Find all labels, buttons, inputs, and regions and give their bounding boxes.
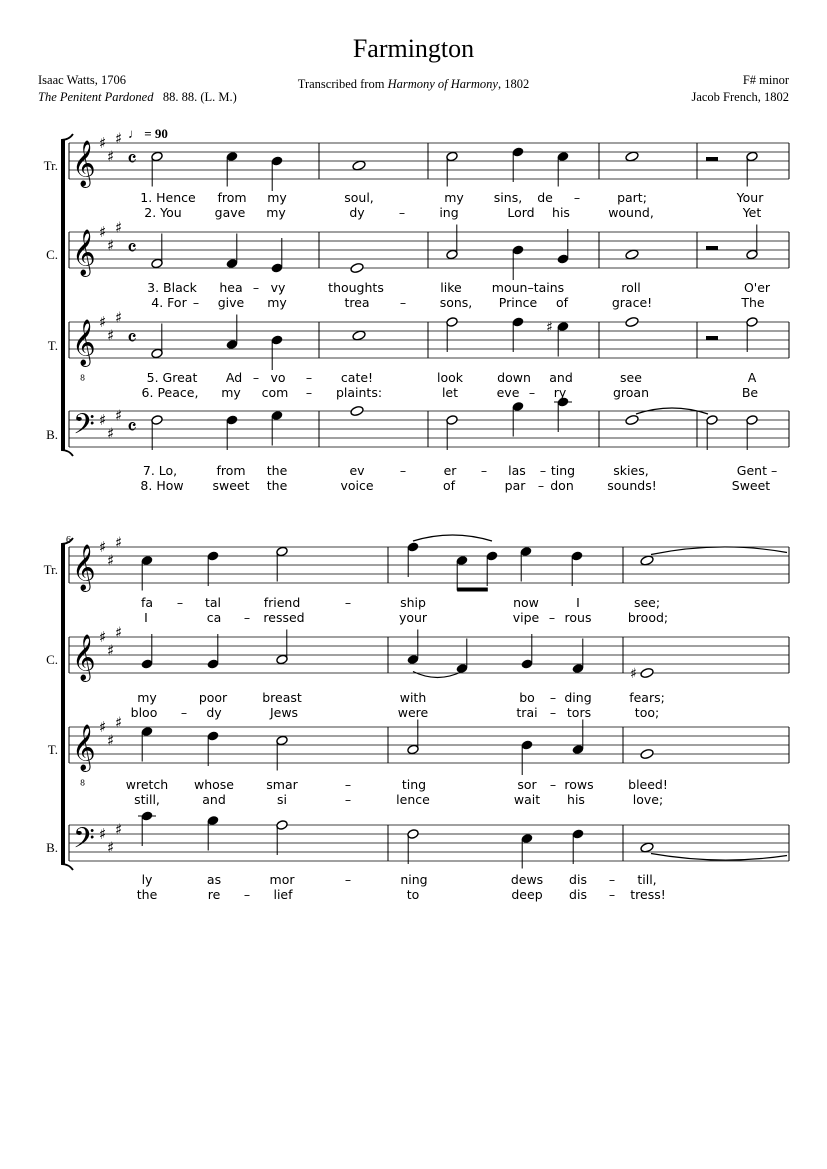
lyric: sweet [212,478,250,493]
lyric: of [442,478,456,493]
sharp-icon: ♯ [107,147,115,166]
lyric: ning [400,872,428,887]
lyric: hea [219,280,243,295]
source-suffix: , 1802 [497,77,530,91]
lyric: the [266,478,288,493]
lyric: love; [632,792,664,807]
lyric: sor [517,777,537,792]
lyric: brood; [627,610,669,625]
tie [413,535,492,541]
lyric: skies, [613,463,649,478]
note-head [640,555,654,566]
tie [413,672,462,678]
lyric: ev [349,463,365,478]
lyric: re [207,887,221,902]
lyric: were [397,705,429,720]
lyric: las [508,463,526,478]
note-head [640,667,654,678]
note-head [640,748,654,759]
lyric: – [243,610,251,625]
lyric: A [747,370,757,385]
lyric: poor [198,690,228,705]
lyric: Prince [498,295,538,310]
lyric: sounds! [607,478,657,493]
lyric: 7. Lo, [142,463,178,478]
bracket-end [61,538,73,544]
tempo-value: = 90 [144,126,168,141]
bracket-end [61,134,73,140]
lyric: look [436,370,464,385]
lyric: – [549,690,557,705]
lyric: from [217,190,247,205]
sharp-icon: ♯ [107,641,115,660]
lyric: as [206,872,222,887]
sharp-icon: ♯ [115,308,123,327]
lyric: still, [134,792,160,807]
lyric: dy [206,705,222,720]
lyric: the [136,887,158,902]
lyric: bo [519,690,535,705]
staff-label-treble-2: Tr. [43,562,58,577]
lyric: tal [204,595,222,610]
lyric: breast [262,690,302,705]
treble-clef-icon: 𝄞 [72,724,96,771]
lyric: ding [564,690,592,705]
lyric: de [537,190,553,205]
lyric: tress! [630,887,666,902]
note-head [625,249,639,260]
lyric: The [741,295,765,310]
lyric: – [548,610,556,625]
composer-credit: Jacob French, 1802 [691,90,789,104]
lyric: let [441,385,459,400]
lyric: dy [349,205,365,220]
lyric: – [573,190,581,205]
half-rest [706,246,718,250]
lyric: – [608,887,616,902]
bass-clef-icon: 𝄢 [73,407,95,448]
lyric: Sweet [731,478,771,493]
lyric: see [620,370,642,385]
tie [651,854,787,861]
lyric: tors [566,705,592,720]
sharp-icon: ♯ [99,134,107,152]
note-head [352,330,366,341]
lyric: give [217,295,245,310]
lyric: ca [206,610,222,625]
staff-label-bass-2: B. [46,840,58,855]
lyric: par [504,478,526,493]
lyric: his [567,792,585,807]
lyric: bleed! [628,777,668,792]
lyric: 8. How [140,478,184,493]
lyric: Your [736,190,764,205]
lyric: moun–tains [491,280,565,295]
half-rest [706,157,718,161]
lyric: – [344,792,352,807]
staff-label-tenor-2: T. [47,742,58,757]
lyric: now [513,595,539,610]
lyric: – [608,872,616,887]
lyric: fa [140,595,154,610]
sharp-icon: ♯ [99,411,107,429]
lyric: with [399,690,427,705]
lyric: er [443,463,457,478]
note-head [625,151,639,162]
lyric: from [216,463,246,478]
lyric: – [344,595,352,610]
sharp-icon: ♯ [546,319,553,336]
sharp-icon: ♯ [99,825,107,843]
lyric: down [497,370,531,385]
lyric: like [440,280,462,295]
lyric: ry [553,385,567,400]
sharp-icon: ♯ [115,820,123,839]
staff-label-counter: C. [46,247,58,262]
lyric: – [305,370,313,385]
meter: 88. 88. (L. M.) [162,90,237,104]
lyric: till, [637,872,657,887]
lyric: si [277,792,287,807]
lyric: – [252,280,260,295]
lyric: – [549,705,557,720]
poet-credit: Isaac Watts, 1706 [38,73,126,87]
lyric: friend [263,595,301,610]
lyric: ly [141,872,153,887]
lyric: sins, [493,190,523,205]
lyric: trea [344,295,370,310]
lyric: groan [612,385,650,400]
note-head [350,262,364,273]
source-prefix: Transcribed from [297,77,388,91]
common-time-icon: 𝄴 [127,147,137,173]
sharp-icon: ♯ [115,406,123,425]
lyric: – [539,463,547,478]
lyric: – [528,385,536,400]
common-time-icon: 𝄴 [127,415,137,441]
sharp-icon: ♯ [107,424,115,443]
sharp-icon: ♯ [99,538,107,556]
bracket-end [61,864,73,870]
treble-clef-icon: 𝄞 [72,140,96,187]
lyric: my [444,190,464,205]
lyric: – [243,887,251,902]
lyric: 6. Peace, [141,385,199,400]
lyric: – [176,595,184,610]
lyric: my [267,190,287,205]
lyric: vy [270,280,286,295]
common-time-icon: 𝄴 [127,236,137,262]
sharp-icon: ♯ [107,731,115,750]
lyric: smar [266,777,298,792]
sharp-icon: ♯ [115,713,123,732]
lyric: Yet [742,205,762,220]
lyric: 4. For [151,295,187,310]
lyric: your [398,610,428,625]
lyric: gave [214,205,246,220]
lyric: 1. Hence [140,190,196,205]
lyric: ting [401,777,427,792]
sharp-icon: ♯ [115,533,123,552]
staff-label-tenor: T. [47,338,58,353]
lyric: plaints: [335,385,383,400]
lyric: I [576,595,580,610]
lyric: – [344,872,352,887]
lyric: 2. You [144,205,182,220]
lyric: rous [564,610,592,625]
note-head [625,316,639,327]
sharp-icon: ♯ [99,718,107,736]
sharp-icon: ♯ [115,623,123,642]
common-time-icon: 𝄴 [127,326,137,352]
sharp-icon: ♯ [99,223,107,241]
lyric: I [144,610,148,625]
sharp-icon: ♯ [630,666,637,682]
lyric: fears; [629,690,665,705]
sharp-icon: ♯ [107,551,115,570]
lyric: the [266,463,288,478]
note-head [625,414,639,425]
system-bracket [61,544,65,864]
lyric: mor [269,872,295,887]
beam [457,588,488,592]
lyric: Lord [507,205,535,220]
lyric: 5. Great [146,370,198,385]
treble-clef-icon: 𝄞 [72,229,96,276]
lyric: ship [400,595,426,610]
lyric: ing [439,205,459,220]
lyric: – [344,777,352,792]
lyric: part; [617,190,647,205]
sharp-icon: ♯ [107,326,115,345]
lyric: lence [396,792,430,807]
lyric: dews [510,872,544,887]
lyric: my [267,295,287,310]
source-title: Harmony of Harmony [387,77,498,91]
lyric: cate! [340,370,374,385]
lyric: and [549,370,573,385]
sharp-icon: ♯ [107,838,115,857]
lyric: com [261,385,289,400]
half-rest [706,336,718,340]
sharp-icon: ♯ [99,313,107,331]
lyric: soul, [344,190,374,205]
lyric: – [252,370,260,385]
lyric: wretch [125,777,169,792]
lyric: his [552,205,570,220]
page-title: Farmington [352,34,475,63]
hymn-name: The Penitent Pardoned [38,90,154,104]
lyric: deep [511,887,543,902]
lyric: dis [569,872,587,887]
lyric: too; [634,705,660,720]
staff-label-counter-2: C. [46,652,58,667]
lyric: bloo [130,705,158,720]
lyric: – [180,705,188,720]
lyric: – [192,295,200,310]
lyric: O'er [743,280,771,295]
key-label: F# minor [742,73,789,87]
octave-marker: 8 [80,373,86,383]
lyric: – [305,385,313,400]
lyric: wound, [608,205,654,220]
staff-label-treble: Tr. [43,158,58,173]
lyric: and [202,792,226,807]
lyric: lief [273,887,293,902]
lyric: my [137,690,157,705]
lyric: – [549,777,557,792]
treble-clef-icon: 𝄞 [72,319,96,366]
lyric: dis [569,887,587,902]
sharp-icon: ♯ [115,218,123,237]
lyric: 3. Black [147,280,197,295]
octave-marker: 8 [80,778,86,788]
lyric: to [406,887,420,902]
lyric: of [555,295,569,310]
lyric: vipe [512,610,540,625]
system-bracket [61,140,65,450]
note-head [350,405,364,416]
lyric: – [537,478,545,493]
lyric: – [480,463,488,478]
lyric: my [221,385,241,400]
lyric: see; [633,595,661,610]
lyric: roll [621,280,641,295]
sharp-icon: ♯ [115,129,123,148]
lyric: Be [741,385,759,400]
lyric: whose [194,777,234,792]
lyric: my [266,205,286,220]
tie [651,547,787,555]
lyric: Ad [225,370,243,385]
lyric: ressed [263,610,305,625]
lyric: Gent – [736,463,778,478]
lyric: vo [270,370,286,385]
lyric: – [398,205,406,220]
lyric: ting [550,463,576,478]
treble-clef-icon: 𝄞 [72,544,96,591]
note-head [640,842,654,853]
lyric: don [550,478,574,493]
lyric: – [399,463,407,478]
lyric: eve [496,385,520,400]
lyric: thoughts [328,280,384,295]
lyric: grace! [611,295,653,310]
lyric: Jews [269,705,299,720]
bass-clef-icon: 𝄢 [73,821,95,862]
lyric: – [399,295,407,310]
bracket-end [61,450,73,456]
staff-label-bass: B. [46,427,58,442]
treble-clef-icon: 𝄞 [72,634,96,681]
lyric: sons, [439,295,473,310]
note-head [352,160,366,171]
lyric: rows [564,777,594,792]
sharp-icon: ♯ [99,628,107,646]
lyric: wait [513,792,541,807]
sharp-icon: ♯ [107,236,115,255]
lyric: voice [340,478,374,493]
lyric: trai [516,705,538,720]
measure-number: 6 [66,535,71,546]
quarter-note-icon: ♩ [128,126,141,141]
